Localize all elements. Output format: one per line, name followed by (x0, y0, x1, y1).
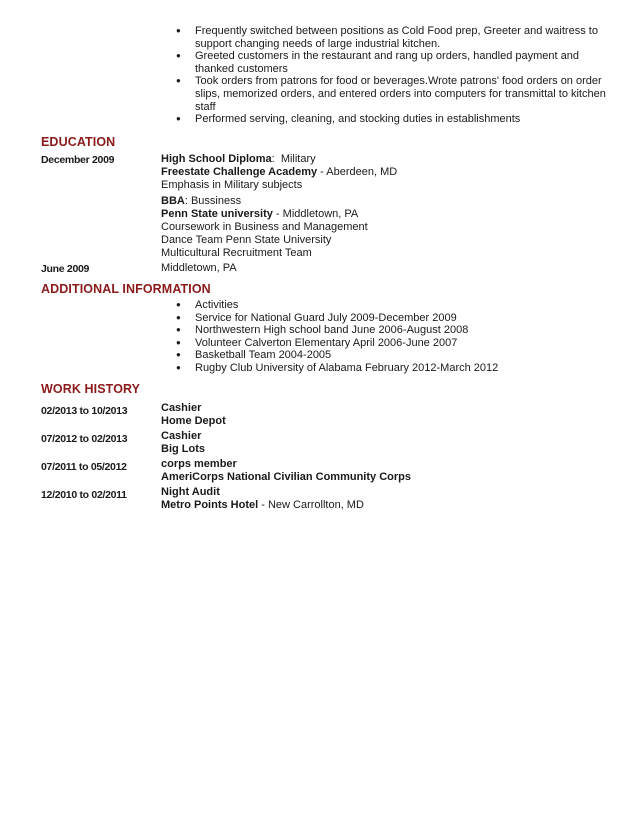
job-employer: AmeriCorps National Civilian Community Corps (161, 471, 411, 483)
education-heading: EDUCATION (41, 135, 116, 149)
job-dates: 12/2010 to 02/2011 (41, 489, 127, 501)
job-employer: Home Depot (161, 415, 226, 427)
job-dates: 07/2011 to 05/2012 (41, 461, 127, 473)
dash: - (317, 166, 327, 178)
education-date-3: June 2009 (41, 263, 90, 275)
dash: - (258, 499, 268, 511)
school-location: Middletown, PA (282, 208, 359, 220)
work-heading: WORK HISTORY (41, 382, 141, 396)
job-location: New Carrollton, MD (267, 499, 364, 511)
job-employer: Metro Points Hotel (161, 499, 259, 511)
education-degree-line-2 (161, 195, 241, 208)
degree-field: Military (280, 153, 316, 165)
job-title: Night Audit (161, 486, 220, 498)
list-item: ● Rugby Club University of Alabama February 2012-March 2012 (176, 362, 616, 375)
education-school-line-1 (161, 166, 397, 179)
colon: : (184, 195, 188, 207)
list-item: ● Performed serving, cleaning, and stocking duties in establishments (176, 113, 616, 126)
job-title: corps member (161, 458, 237, 470)
list-item: ● Greeted customers in the restaurant and rang up orders, handled payment and thanked customers (176, 50, 616, 75)
education-location-3: Middletown, PA (161, 262, 237, 274)
education-date-1: December 2009 (41, 154, 115, 166)
list-item: ● Took orders from patrons for food or beverages.Wrote patrons' food orders on order slips, memorized orders, and entered orders into computers for transmittal to kitchen staff (176, 75, 616, 113)
job-title: Cashier (161, 430, 202, 442)
job-title: Cashier (161, 402, 202, 414)
list-item: ● Frequently switched between positions as Cold Food prep, Greeter and waitress to support changing needs of large industrial kitchen. (176, 25, 616, 50)
additional-heading: ADDITIONAL INFORMATION (41, 282, 211, 296)
list-item: ● Volunteer Calverton Elementary April 2006-June 2007 (176, 337, 616, 350)
education-detail: Dance Team Penn State University (161, 234, 332, 246)
education-school-line-2 (161, 208, 358, 221)
job-employer: Big Lots (161, 443, 205, 455)
education-detail: Coursework in Business and Management (161, 221, 368, 233)
job-dates: 07/2012 to 02/2013 (41, 433, 128, 445)
list-item: ● Service for National Guard July 2009-December 2009 (176, 312, 616, 325)
school-location: Aberdeen, MD (326, 166, 398, 178)
additional-list (176, 299, 616, 375)
degree-field: Bussiness (190, 195, 242, 207)
dash: - (272, 208, 283, 220)
list-item: ● Basketball Team 2004-2005 (176, 349, 616, 362)
school-name: Penn State university (161, 208, 273, 220)
education-emphasis: Emphasis in Military subjects (161, 179, 303, 191)
education-degree-line-1 (161, 153, 316, 166)
colon: : (271, 153, 275, 165)
job-employer-line (161, 499, 364, 512)
degree-name: High School Diploma (161, 153, 272, 165)
degree-name: BBA (161, 195, 185, 207)
education-detail: Multicultural Recruitment Team (161, 247, 312, 259)
list-item: ● Activities (176, 299, 616, 312)
list-item: ● Northwestern High school band June 2006-August 2008 (176, 324, 616, 337)
job-dates: 02/2013 to 10/2013 (41, 405, 128, 417)
experience-bullets (176, 25, 616, 126)
school-name: Freestate Challenge Academy (161, 166, 318, 178)
